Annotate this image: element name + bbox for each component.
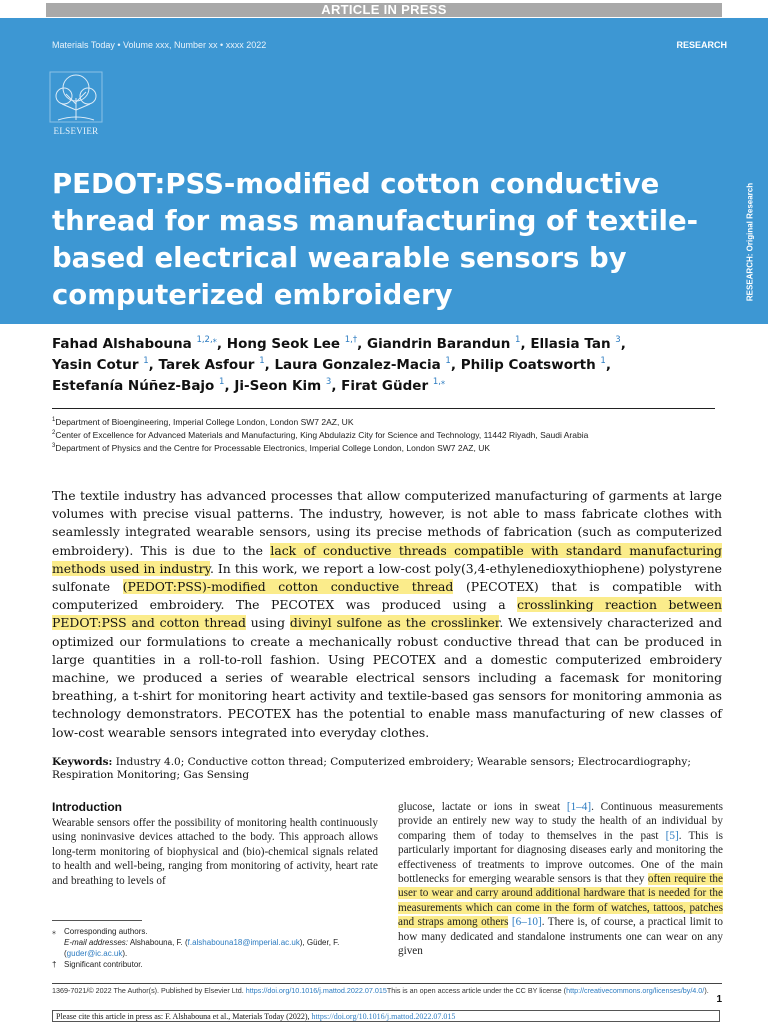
- body-column-left: [52, 800, 378, 888]
- abstract: The textile industry has advanced processes that allow computerized manufacturing of garments at large volumes with precise visual patterns. The industry, however, is not able to mass fabricate clothes with seamlessly integrated wearable sensors, using its precise methods of fabrication (such as computerized embroidery). This is due to the lack of conductive threads compatible with standard manufacturing methods used in industry. In this work, we report a low-cost poly(3,4-ethylenedioxythiophene) polystyrene sulfonate (PEDOT:PSS)-modified cotton conductive thread (PECOTEX) that is compatible with computerized embroidery. The PECOTEX was produced using a crosslinking reaction between PEDOT:PSS and cotton thread using divinyl sulfone as the crosslinker. We extensively characterized and optimized our formulations to create a mechanically robust conductive thread that can be produced in large quantities in a roll-to-roll fashion. Using PECOTEX and a domestic computerized embroidery machine, we produced a series of wearable electrical sensors including a facemask for monitoring breathing, a t-shirt for monitoring heart activity and textile-based gas sensors for monitoring ammonia as technology demonstrators. PECOTEX has the potential to enable mass manufacturing of new classes of low-cost wearable sensors integrated into everyday clothes.: [52, 488, 723, 740]
- email-link[interactable]: f.alshabouna18@imperial.ac.uk: [187, 938, 300, 947]
- author: Fahad Alshabouna $^{1,2,⁎}$,: [52, 335, 227, 352]
- doi-link[interactable]: https://doi.org/10.1016/j.mattod.2022.07.015: [311, 1012, 456, 1021]
- page-number: 1: [716, 994, 722, 1005]
- affiliation-item: $^3$Department of Physics and the Centre for Processable Electronics, Imperial College London, London SW7 2AZ, UK: [52, 443, 491, 453]
- author: Estefanía Núñez-Bajo $^1$,: [52, 377, 235, 394]
- body-paragraph: Wearable sensors offer the possibility of monitoring health continuously using noninvasive devices attached to the body. This approach allows long-term monitoring of biophysical and (bio)-chemical signals related to health and well-being, ranging from monitoring of activity, heart rate and breathing to levels of: [52, 817, 378, 887]
- journal-citation-line: Materials Today • Volume xxx, Number xx • xxxx 2022: [52, 40, 267, 50]
- reference-link[interactable]: [6–10]: [511, 916, 542, 929]
- corresponding-footnote: ⁎ Corresponding authors.: [52, 927, 148, 936]
- body-paragraph: glucose, lactate or ions in sweat [1–4]. Continuous measurements provide an entirely new way to study the health of an individual by comparing them of today to themselves in the past [5]. This is particularly important for diagnosing diseases early and monitoring the effectiveness of treatments to improve outcomes. One of the main bottlenecks for emerging wearable sensors is that they often require the user to wear and carry around additional hardware that is needed for the measurements which can come in the form of watches, tattoos, patches and straps among others [6–10]. There is, of course, a practical limit to how many dedicated and standalone instruments one can wear on any given: [398, 801, 724, 958]
- article-in-press-banner: ARTICLE IN PRESS: [46, 3, 722, 17]
- affiliation-item: $^1$Department of Bioengineering, Imperial College London, London SW7 2AZ, UK: [52, 417, 354, 427]
- highlight: lack of conductive threads compatible with standard manufacturing methods used in industry: [52, 542, 722, 576]
- highlight: divinyl sulfone as the crosslinker: [289, 615, 500, 631]
- author: Giandrin Barandun $^1$,: [366, 335, 531, 352]
- footnote-divider: [52, 920, 142, 921]
- footnotes: [52, 926, 382, 970]
- author: Tarek Asfour $^1$,: [158, 356, 275, 373]
- affiliation-item: $^2$Center of Excellence for Advanced Materials and Manufacturing, King Abdulaziz City for Science and Technology, 11442 Riyadh, Saudi Arabia: [52, 430, 589, 440]
- reference-link[interactable]: [5]: [665, 829, 679, 842]
- license-link[interactable]: http://creativecommons.org/licenses/by/4.0/: [566, 986, 705, 995]
- highlight: crosslinking reaction between PEDOT:PSS and cotton thread: [52, 597, 722, 631]
- cite-box: Please cite this article in press as: F. Alshabouna et al., Materials Today (2022), https://doi.org/10.1016/j.mattod.2022.07.015: [52, 1010, 720, 1022]
- author: Ellasia Tan $^3$,: [530, 335, 626, 352]
- side-section-label: [742, 172, 758, 312]
- footer-divider: [52, 983, 722, 984]
- article-title: PEDOT:PSS-modified cotton conductive thread for mass manufacturing of textile-based electrical wearable sensors by computerized embroidery: [52, 168, 699, 311]
- section-heading: Introduction: [52, 800, 122, 814]
- highlight: (PEDOT:PSS)-modified cotton conductive thread: [122, 579, 454, 595]
- doi-link[interactable]: https://doi.org/10.1016/j.mattod.2022.07.015: [245, 986, 387, 995]
- side-section-label-text: RESEARCH: Original Research: [745, 182, 755, 302]
- body-column-right: [398, 800, 723, 958]
- highlight: often require the user to wear and carry around additional hardware that is needed for the measurements which can come in the form of watches, tattoos, patches and straps among others: [398, 873, 723, 929]
- author: Laura Gonzalez-Macia $^1$,: [274, 356, 461, 373]
- copyright-line: 1369-7021/© 2022 The Author(s). Published by Elsevier Ltd. https://doi.org/10.1016/j.mattod.2022.07.015This is an open access article under the CC BY license (http://creativecommons.org/licenses/by/4.0/).: [52, 986, 709, 995]
- email-footnote: E-mail addresses: Alshabouna, F. (f.alshabouna18@imperial.ac.uk), Güder, F. (guder@ic.ac.uk).: [64, 938, 340, 958]
- publisher-logo-text: ELSEVIER: [53, 126, 99, 136]
- reference-link[interactable]: [1–4]: [566, 801, 592, 813]
- keywords-label: Keywords:: [52, 756, 113, 768]
- affiliation-list: [52, 416, 728, 455]
- email-link[interactable]: guder@ic.ac.uk: [66, 949, 123, 958]
- contributor-footnote: † Significant contributor.: [52, 960, 143, 969]
- author: Hong Seok Lee $^{1,\dagger}$,: [226, 335, 367, 352]
- author: Philip Coatsworth $^1$,: [460, 356, 611, 373]
- author: Firat Güder $^{1,⁎}$: [341, 377, 446, 394]
- author: Ji-Seon Kim $^3$,: [234, 377, 342, 394]
- keywords-text: Industry 4.0; Conductive cotton thread; Computerized embroidery; Wearable sensors; Electrocardiography; Respiration Monitoring; Gas Sensing: [52, 756, 691, 781]
- section-tag: RESEARCH: [676, 40, 727, 50]
- author-list: [52, 334, 728, 397]
- affiliation-divider: [52, 408, 715, 409]
- author: Yasin Cotur $^1$,: [52, 356, 159, 373]
- keywords: [52, 756, 722, 782]
